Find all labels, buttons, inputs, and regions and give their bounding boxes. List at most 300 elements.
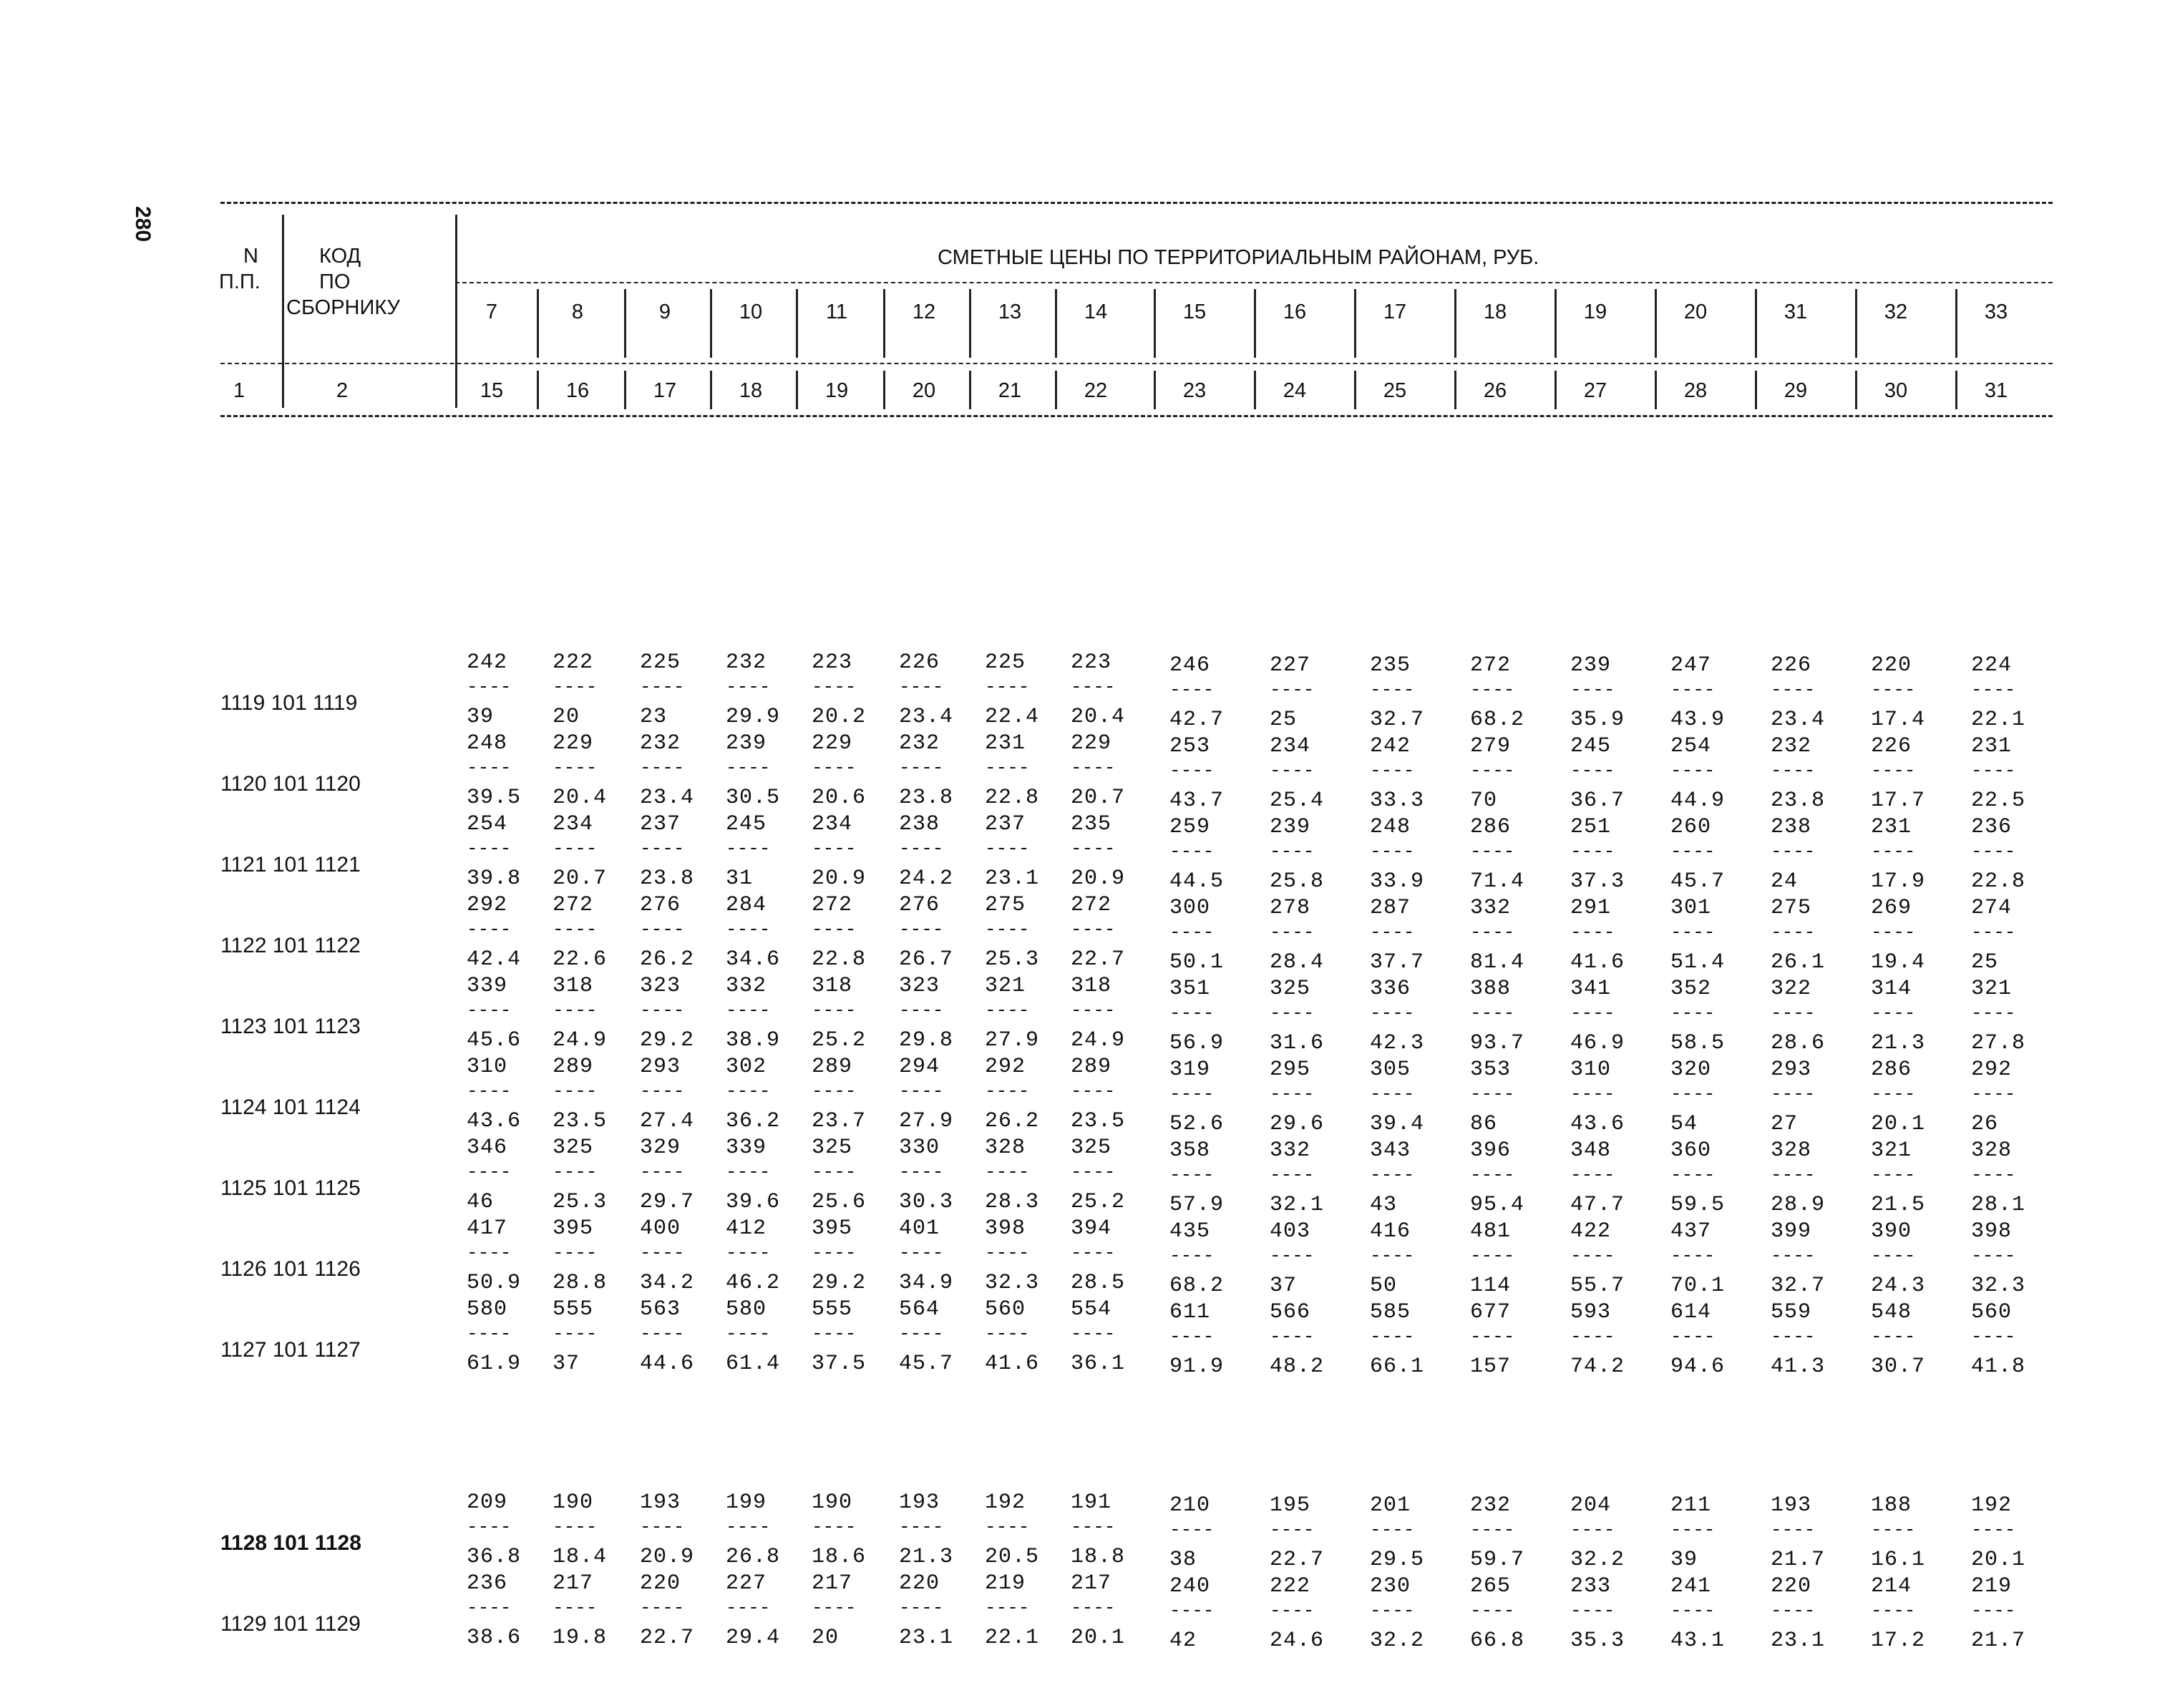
fraction-rule: ----: [812, 757, 857, 779]
fraction-rule: ----: [1470, 1600, 1515, 1621]
district-index: 26: [1483, 379, 1507, 402]
price-value: 220: [1771, 1574, 1812, 1599]
district-divider: [1655, 371, 1657, 409]
fraction-rule: ----: [1670, 1083, 1716, 1105]
labor-value: 22.8: [812, 947, 867, 972]
fraction-rule: ----: [1370, 1245, 1415, 1267]
fraction-rule: ----: [1071, 1323, 1116, 1345]
labor-value: 25.4: [1270, 789, 1325, 813]
fraction-rule: ----: [1071, 1597, 1116, 1619]
labor-value: 32.2: [1370, 1629, 1425, 1653]
price-value: 241: [1670, 1574, 1712, 1599]
labor-value: 23.4: [1771, 708, 1826, 732]
price-value: 348: [1570, 1138, 1612, 1163]
labor-value: 20.7: [1071, 786, 1126, 810]
labor-value: 29.2: [640, 1028, 695, 1053]
labor-value: 20.6: [812, 786, 867, 810]
labor-value: 39: [1670, 1548, 1698, 1572]
labor-value: 59.7: [1470, 1548, 1525, 1572]
price-value: 320: [1670, 1058, 1712, 1082]
price-value: 328: [1971, 1138, 2013, 1163]
price-value: 192: [985, 1490, 1026, 1515]
district-number: 8: [571, 301, 584, 323]
price-value: 295: [1270, 1058, 1311, 1082]
district-index: 17: [653, 379, 677, 402]
fraction-rule: ----: [726, 1597, 771, 1619]
row-code-label: 1129 101 1129: [220, 1612, 361, 1636]
price-value: 293: [640, 1055, 681, 1079]
fraction-rule: ----: [1470, 1164, 1515, 1186]
labor-value: 26.2: [985, 1109, 1040, 1133]
price-value: 398: [1971, 1219, 2013, 1244]
labor-value: 20.1: [1071, 1626, 1126, 1650]
labor-value: 28.8: [553, 1271, 608, 1295]
fraction-rule: ----: [1971, 679, 2016, 701]
price-value: 233: [1570, 1574, 1612, 1599]
fraction-rule: ----: [1470, 1083, 1515, 1105]
labor-value: 20.9: [1071, 867, 1126, 891]
price-value: 239: [1270, 815, 1311, 839]
header-col-code: КОД: [319, 245, 361, 268]
price-value: 201: [1370, 1493, 1411, 1518]
labor-value: 20.4: [1071, 705, 1126, 729]
price-value: 399: [1771, 1219, 1812, 1244]
fraction-rule: ----: [1470, 841, 1515, 862]
fraction-rule: ----: [1071, 838, 1116, 859]
district-divider: [883, 371, 885, 409]
fraction-rule: ----: [1771, 1600, 1816, 1621]
price-value: 292: [467, 893, 508, 917]
fraction-rule: ----: [467, 1597, 512, 1619]
fraction-rule: ----: [467, 1080, 512, 1102]
fraction-rule: ----: [1270, 1600, 1315, 1621]
header-divider: [455, 215, 457, 408]
labor-value: 41.8: [1971, 1355, 2026, 1379]
district-divider: [1154, 371, 1156, 409]
price-value: 237: [985, 812, 1026, 836]
district-number: 32: [1884, 301, 1908, 323]
fraction-rule: ----: [1771, 841, 1816, 862]
price-value: 234: [812, 812, 853, 836]
labor-value: 37: [1270, 1274, 1298, 1298]
fraction-rule: ----: [1871, 1245, 1916, 1267]
fraction-rule: ----: [1570, 1164, 1615, 1186]
price-value: 219: [1971, 1574, 2013, 1599]
labor-value: 32.7: [1370, 708, 1425, 732]
labor-value: 20.2: [812, 705, 867, 729]
labor-value: 22.8: [1971, 869, 2026, 894]
fraction-rule: ----: [1169, 1002, 1215, 1024]
price-value: 289: [1071, 1055, 1112, 1079]
district-divider: [1354, 371, 1356, 409]
price-value: 231: [985, 731, 1026, 756]
fraction-rule: ----: [985, 1242, 1030, 1264]
price-value: 292: [1971, 1058, 2013, 1082]
price-value: 321: [1971, 977, 2013, 1001]
price-value: 225: [985, 650, 1026, 675]
district-divider: [1855, 289, 1857, 358]
fraction-rule: ----: [553, 1161, 598, 1183]
price-value: 222: [553, 650, 594, 675]
labor-value: 47.7: [1570, 1193, 1625, 1217]
price-value: 199: [726, 1490, 767, 1515]
fraction-rule: ----: [1270, 1002, 1315, 1024]
fraction-rule: ----: [899, 1161, 944, 1183]
fraction-rule: ----: [1370, 1083, 1415, 1105]
price-value: 358: [1169, 1138, 1211, 1163]
price-value: 323: [899, 974, 940, 998]
fraction-rule: ----: [985, 1323, 1030, 1345]
labor-value: 16.1: [1871, 1548, 1926, 1572]
district-divider: [1055, 371, 1057, 409]
labor-value: 22.7: [640, 1626, 695, 1650]
price-value: 321: [985, 974, 1026, 998]
price-value: 265: [1470, 1574, 1512, 1599]
price-value: 328: [1771, 1138, 1812, 1163]
labor-value: 20.9: [812, 867, 867, 891]
labor-value: 25.2: [812, 1028, 867, 1053]
labor-value: 59.5: [1670, 1193, 1726, 1217]
price-value: 611: [1169, 1300, 1211, 1324]
price-value: 555: [812, 1297, 853, 1322]
price-value: 564: [899, 1297, 940, 1322]
price-value: 223: [1071, 650, 1112, 675]
fraction-rule: ----: [899, 1242, 944, 1264]
labor-value: 94.6: [1670, 1355, 1726, 1379]
fraction-rule: ----: [553, 1323, 598, 1345]
labor-value: 27.9: [985, 1028, 1040, 1053]
price-value: 286: [1470, 815, 1512, 839]
price-value: 398: [985, 1216, 1026, 1241]
labor-value: 22.6: [553, 947, 608, 972]
district-divider: [537, 289, 539, 358]
fraction-rule: ----: [1570, 922, 1615, 943]
row-code-label: 1124 101 1124: [220, 1095, 361, 1119]
fraction-rule: ----: [1971, 841, 2016, 862]
price-value: 284: [726, 893, 767, 917]
price-value: 193: [899, 1490, 940, 1515]
price-value: 232: [640, 731, 681, 756]
labor-value: 43.1: [1670, 1629, 1726, 1653]
fraction-rule: ----: [1871, 760, 1916, 781]
row-code-label: 1121 101 1121: [220, 853, 361, 877]
price-value: 231: [1971, 734, 2013, 758]
fraction-rule: ----: [985, 676, 1030, 698]
header-bottom-rule: [220, 415, 2053, 417]
fraction-rule: ----: [985, 1000, 1030, 1021]
district-divider: [1655, 289, 1657, 358]
labor-value: 74.2: [1570, 1355, 1625, 1379]
fraction-rule: ----: [726, 1323, 771, 1345]
labor-value: 21.3: [1871, 1031, 1926, 1055]
district-index: 23: [1182, 379, 1207, 402]
fraction-rule: ----: [1771, 922, 1816, 943]
price-value: 232: [899, 731, 940, 756]
price-value: 390: [1871, 1219, 1912, 1244]
fraction-rule: ----: [1071, 676, 1116, 698]
price-value: 209: [467, 1490, 508, 1515]
labor-value: 25.8: [1270, 869, 1325, 894]
district-divider: [1955, 289, 1957, 358]
fraction-rule: ----: [1370, 760, 1415, 781]
fraction-rule: ----: [1169, 1519, 1215, 1541]
labor-value: 23.5: [1071, 1109, 1126, 1133]
labor-value: 37.7: [1370, 950, 1425, 975]
price-value: 401: [899, 1216, 940, 1241]
fraction-rule: ----: [1771, 1164, 1816, 1186]
labor-value: 44.5: [1169, 869, 1225, 894]
labor-value: 22.4: [985, 705, 1040, 729]
fraction-rule: ----: [1871, 841, 1916, 862]
labor-value: 36.2: [726, 1109, 781, 1133]
header-index-rule: [220, 363, 2053, 364]
fraction-rule: ----: [899, 676, 944, 698]
fraction-rule: ----: [985, 1080, 1030, 1102]
fraction-rule: ----: [1169, 1083, 1215, 1105]
price-value: 396: [1470, 1138, 1512, 1163]
fraction-rule: ----: [1670, 1002, 1716, 1024]
price-value: 231: [1871, 815, 1912, 839]
district-divider: [796, 371, 798, 409]
price-value: 566: [1270, 1300, 1311, 1324]
labor-value: 23.8: [899, 786, 954, 810]
fraction-rule: ----: [1771, 679, 1816, 701]
fraction-rule: ----: [1470, 1519, 1515, 1541]
labor-value: 41.3: [1771, 1355, 1826, 1379]
price-value: 229: [553, 731, 594, 756]
price-value: 332: [726, 974, 767, 998]
price-value: 232: [1470, 1493, 1512, 1518]
price-value: 318: [553, 974, 594, 998]
labor-value: 43.6: [467, 1109, 522, 1133]
price-value: 318: [812, 974, 853, 998]
district-index: 27: [1583, 379, 1607, 402]
district-number: 19: [1583, 301, 1607, 323]
fraction-rule: ----: [1670, 841, 1716, 862]
district-index: 20: [912, 379, 936, 402]
price-value: 220: [640, 1571, 681, 1596]
header-divider: [282, 215, 284, 408]
labor-value: 37: [553, 1352, 580, 1376]
labor-value: 23.8: [640, 867, 695, 891]
fraction-rule: ----: [1169, 1245, 1215, 1267]
price-value: 275: [985, 893, 1026, 917]
price-value: 190: [812, 1490, 853, 1515]
price-value: 272: [1071, 893, 1112, 917]
price-value: 260: [1670, 815, 1712, 839]
labor-value: 48.2: [1270, 1355, 1325, 1379]
fraction-rule: ----: [1570, 679, 1615, 701]
fraction-rule: ----: [1071, 757, 1116, 779]
fraction-rule: ----: [985, 1597, 1030, 1619]
labor-value: 50.9: [467, 1271, 522, 1295]
fraction-rule: ----: [812, 676, 857, 698]
district-divider: [796, 289, 798, 358]
fraction-rule: ----: [467, 1242, 512, 1264]
labor-value: 57.9: [1169, 1193, 1225, 1217]
fraction-rule: ----: [553, 1080, 598, 1102]
fraction-rule: ----: [640, 1161, 685, 1183]
header-index-1: 1: [233, 379, 245, 402]
header-col-num2: П.П.: [219, 270, 261, 293]
labor-value: 46: [467, 1190, 495, 1214]
labor-value: 20.5: [985, 1545, 1040, 1569]
labor-value: 21.7: [1771, 1548, 1826, 1572]
labor-value: 27.9: [899, 1109, 954, 1133]
fraction-rule: ----: [1169, 1326, 1215, 1347]
price-value: 204: [1570, 1493, 1612, 1518]
fraction-rule: ----: [640, 676, 685, 698]
district-divider: [969, 289, 971, 358]
fraction-rule: ----: [553, 838, 598, 859]
labor-value: 157: [1470, 1355, 1512, 1379]
labor-value: 30.3: [899, 1190, 954, 1214]
price-value: 217: [812, 1571, 853, 1596]
price-value: 259: [1169, 815, 1211, 839]
price-value: 223: [812, 650, 853, 675]
price-value: 242: [1370, 734, 1411, 758]
price-value: 352: [1670, 977, 1712, 1001]
fraction-rule: ----: [1071, 1161, 1116, 1183]
labor-value: 81.4: [1470, 950, 1525, 975]
header-col-code3: СБОРНИКУ: [286, 296, 400, 319]
fraction-rule: ----: [1169, 1600, 1215, 1621]
district-divider: [1354, 289, 1356, 358]
price-value: 220: [1871, 653, 1912, 678]
labor-value: 41.6: [985, 1352, 1040, 1376]
price-value: 229: [1071, 731, 1112, 756]
labor-value: 44.6: [640, 1352, 695, 1376]
fraction-rule: ----: [1871, 1326, 1916, 1347]
labor-value: 34.9: [899, 1271, 954, 1295]
price-value: 325: [1270, 977, 1311, 1001]
labor-value: 39.5: [467, 786, 522, 810]
fraction-rule: ----: [640, 1597, 685, 1619]
price-value: 229: [812, 731, 853, 756]
labor-value: 34.2: [640, 1271, 695, 1295]
fraction-rule: ----: [553, 1597, 598, 1619]
fraction-rule: ----: [640, 1323, 685, 1345]
fraction-rule: ----: [1971, 1600, 2016, 1621]
price-value: 286: [1871, 1058, 1912, 1082]
labor-value: 24.6: [1270, 1629, 1325, 1653]
fraction-rule: ----: [1470, 1002, 1515, 1024]
labor-value: 28.5: [1071, 1271, 1126, 1295]
fraction-rule: ----: [1270, 1083, 1315, 1105]
price-value: 563: [640, 1297, 681, 1322]
header-index-2: 2: [336, 379, 349, 402]
fraction-rule: ----: [899, 1000, 944, 1021]
price-value: 210: [1169, 1493, 1211, 1518]
labor-value: 23: [640, 705, 668, 729]
fraction-rule: ----: [467, 1161, 512, 1183]
fraction-rule: ----: [1871, 1519, 1916, 1541]
labor-value: 17.2: [1871, 1629, 1926, 1653]
fraction-rule: ----: [1470, 679, 1515, 701]
fraction-rule: ----: [812, 1242, 857, 1264]
price-value: 305: [1370, 1058, 1411, 1082]
fraction-rule: ----: [1670, 1326, 1716, 1347]
district-index: 15: [480, 379, 504, 402]
labor-value: 21.7: [1971, 1629, 2026, 1653]
district-divider: [1254, 289, 1256, 358]
labor-value: 25: [1270, 708, 1298, 732]
fraction-rule: ----: [1771, 1519, 1816, 1541]
labor-value: 26.2: [640, 947, 695, 972]
price-value: 292: [985, 1055, 1026, 1079]
district-divider: [1254, 371, 1256, 409]
district-number: 18: [1483, 301, 1507, 323]
fraction-rule: ----: [1169, 841, 1215, 862]
row-code-label: 1119 101 1119: [220, 691, 358, 715]
price-value: 226: [1871, 734, 1912, 758]
fraction-rule: ----: [1871, 1600, 1916, 1621]
fraction-rule: ----: [812, 838, 857, 859]
labor-value: 43: [1370, 1193, 1398, 1217]
fraction-rule: ----: [1971, 1519, 2016, 1541]
labor-value: 19.4: [1871, 950, 1926, 975]
district-number: 10: [739, 301, 763, 323]
labor-value: 19.8: [553, 1626, 608, 1650]
labor-value: 95.4: [1470, 1193, 1525, 1217]
price-value: 346: [467, 1136, 508, 1160]
labor-value: 43.7: [1169, 789, 1225, 813]
price-value: 272: [812, 893, 853, 917]
labor-value: 61.9: [467, 1352, 522, 1376]
price-value: 235: [1370, 653, 1411, 678]
price-value: 323: [640, 974, 681, 998]
price-value: 318: [1071, 974, 1112, 998]
price-value: 294: [899, 1055, 940, 1079]
district-divider: [1554, 371, 1557, 409]
fraction-rule: ----: [1270, 1326, 1315, 1347]
labor-value: 18.8: [1071, 1545, 1126, 1569]
labor-value: 70: [1470, 789, 1498, 813]
labor-value: 30.7: [1871, 1355, 1926, 1379]
fraction-rule: ----: [1871, 1002, 1916, 1024]
page-number: 280: [131, 206, 155, 243]
labor-value: 38.6: [467, 1626, 522, 1650]
price-value: 321: [1871, 1138, 1912, 1163]
price-value: 226: [1771, 653, 1812, 678]
fraction-rule: ----: [1771, 760, 1816, 781]
price-value: 412: [726, 1216, 767, 1241]
fraction-rule: ----: [467, 1000, 512, 1021]
price-value: 353: [1470, 1058, 1512, 1082]
price-value: 190: [553, 1490, 594, 1515]
price-value: 585: [1370, 1300, 1411, 1324]
district-number: 14: [1084, 301, 1108, 323]
labor-value: 17.7: [1871, 789, 1926, 813]
fraction-rule: ----: [640, 1000, 685, 1021]
labor-value: 32.1: [1270, 1193, 1325, 1217]
fraction-rule: ----: [1370, 1164, 1415, 1186]
price-value: 593: [1570, 1300, 1612, 1324]
fraction-rule: ----: [1270, 760, 1315, 781]
price-value: 328: [985, 1136, 1026, 1160]
labor-value: 46.2: [726, 1271, 781, 1295]
district-divider: [883, 289, 885, 358]
district-divider: [1454, 371, 1456, 409]
fraction-rule: ----: [726, 757, 771, 779]
fraction-rule: ----: [1670, 1600, 1716, 1621]
fraction-rule: ----: [467, 1323, 512, 1345]
price-value: 279: [1470, 734, 1512, 758]
fraction-rule: ----: [899, 1597, 944, 1619]
price-value: 245: [726, 812, 767, 836]
fraction-rule: ----: [812, 919, 857, 940]
labor-value: 25.3: [553, 1190, 608, 1214]
